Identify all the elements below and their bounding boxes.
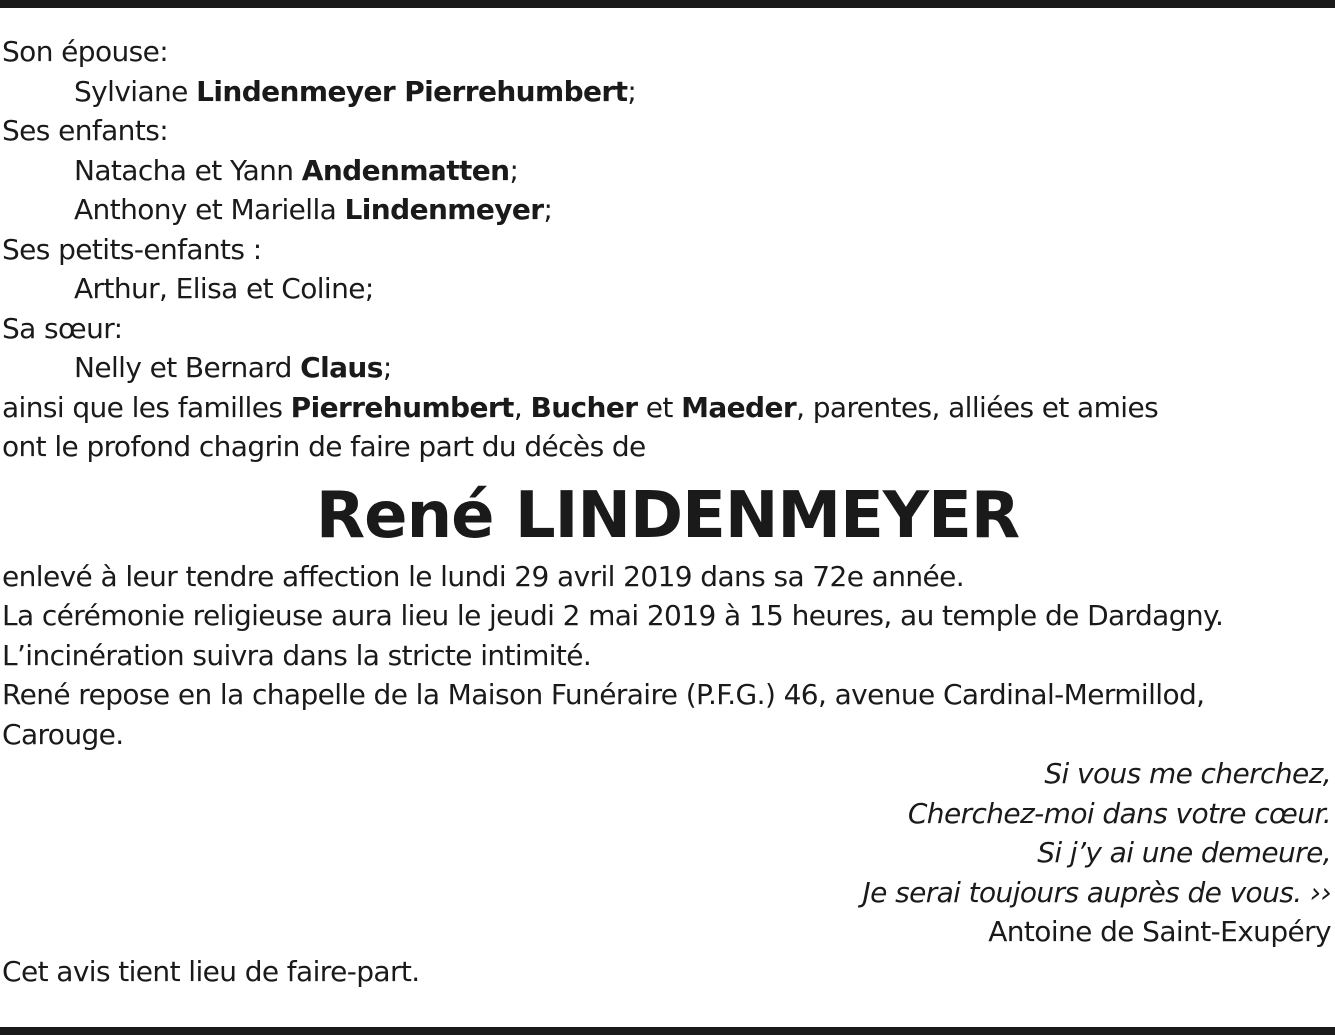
detail-line: La cérémonie religieuse aura lieu le jeudi 2 mai 2019 à 15 heures, au temple de Dardagny. [2, 599, 1224, 632]
quote-author: Antoine de Saint-Exupéry [988, 915, 1331, 948]
sister-line: Nelly et Bernard Claus; [74, 351, 392, 384]
family-name: Maeder [681, 390, 797, 424]
footer-note: Cet avis tient lieu de faire-part. [2, 954, 420, 988]
detail-line: L’incinération suivra dans la stricte intimité. [2, 638, 592, 672]
child-last-name: Andenmatten [301, 153, 510, 187]
quote-line: Si j’y ai une demeure, [1037, 836, 1331, 869]
child-line: Anthony et Mariella Lindenmeyer; [74, 193, 553, 226]
family-name: Pierrehumbert [290, 390, 514, 424]
spouse-last-name: Lindenmeyer Pierrehumbert [196, 74, 628, 108]
grandchildren-line: Arthur, Elisa et Coline; [74, 272, 374, 305]
detail-line: Carouge. [2, 717, 124, 751]
announcement-line: ont le profond chagrin de faire part du décès de [2, 430, 646, 463]
families-prefix: ainsi que les familles [2, 390, 283, 424]
sister-last-name: Claus [300, 351, 383, 384]
quote-line: Si vous me cherchez, [1044, 757, 1331, 790]
children-heading: Ses enfants: [2, 114, 169, 147]
obituary-notice [2, 32, 1333, 991]
top-border-rule [0, 0, 1335, 8]
families-line: ainsi que les familles Pierrehumbert, Bucher et Maeder, parentes, alliées et amies [2, 390, 1159, 424]
quote-line: Cherchez-moi dans votre cœur. [907, 796, 1331, 830]
detail-line: enlevé à leur tendre affection le lundi 29 avril 2019 dans sa 72e année. [2, 559, 965, 593]
spouse-heading: Son épouse: [2, 35, 169, 68]
sister-first-names: Nelly et Bernard [74, 351, 292, 384]
families-suffix: , parentes, alliées et amies [796, 390, 1159, 424]
spouse-line: Sylviane Lindenmeyer Pierrehumbert; [74, 74, 637, 108]
quote-line: Je serai toujours auprès de vous. ›› [862, 875, 1331, 909]
grandchildren-heading: Ses petits-enfants : [2, 232, 262, 266]
detail-line: René repose en la chapelle de la Maison Funéraire (P.F.G.) 46, avenue Cardinal-Mermillod, [2, 678, 1205, 711]
child-line: Natacha et Yann Andenmatten; [74, 153, 519, 187]
sister-heading: Sa sœur: [2, 311, 123, 345]
spouse-first-name: Sylviane [74, 74, 188, 108]
family-name: Bucher [530, 390, 638, 424]
bottom-border-rule [0, 1027, 1335, 1035]
child-first-names: Natacha et Yann [74, 153, 294, 187]
deceased-name: René LINDENMEYER [315, 478, 1020, 553]
child-last-name: Lindenmeyer [344, 193, 544, 226]
child-first-names: Anthony et Mariella [74, 193, 337, 226]
families-conjunction: et [645, 390, 673, 424]
